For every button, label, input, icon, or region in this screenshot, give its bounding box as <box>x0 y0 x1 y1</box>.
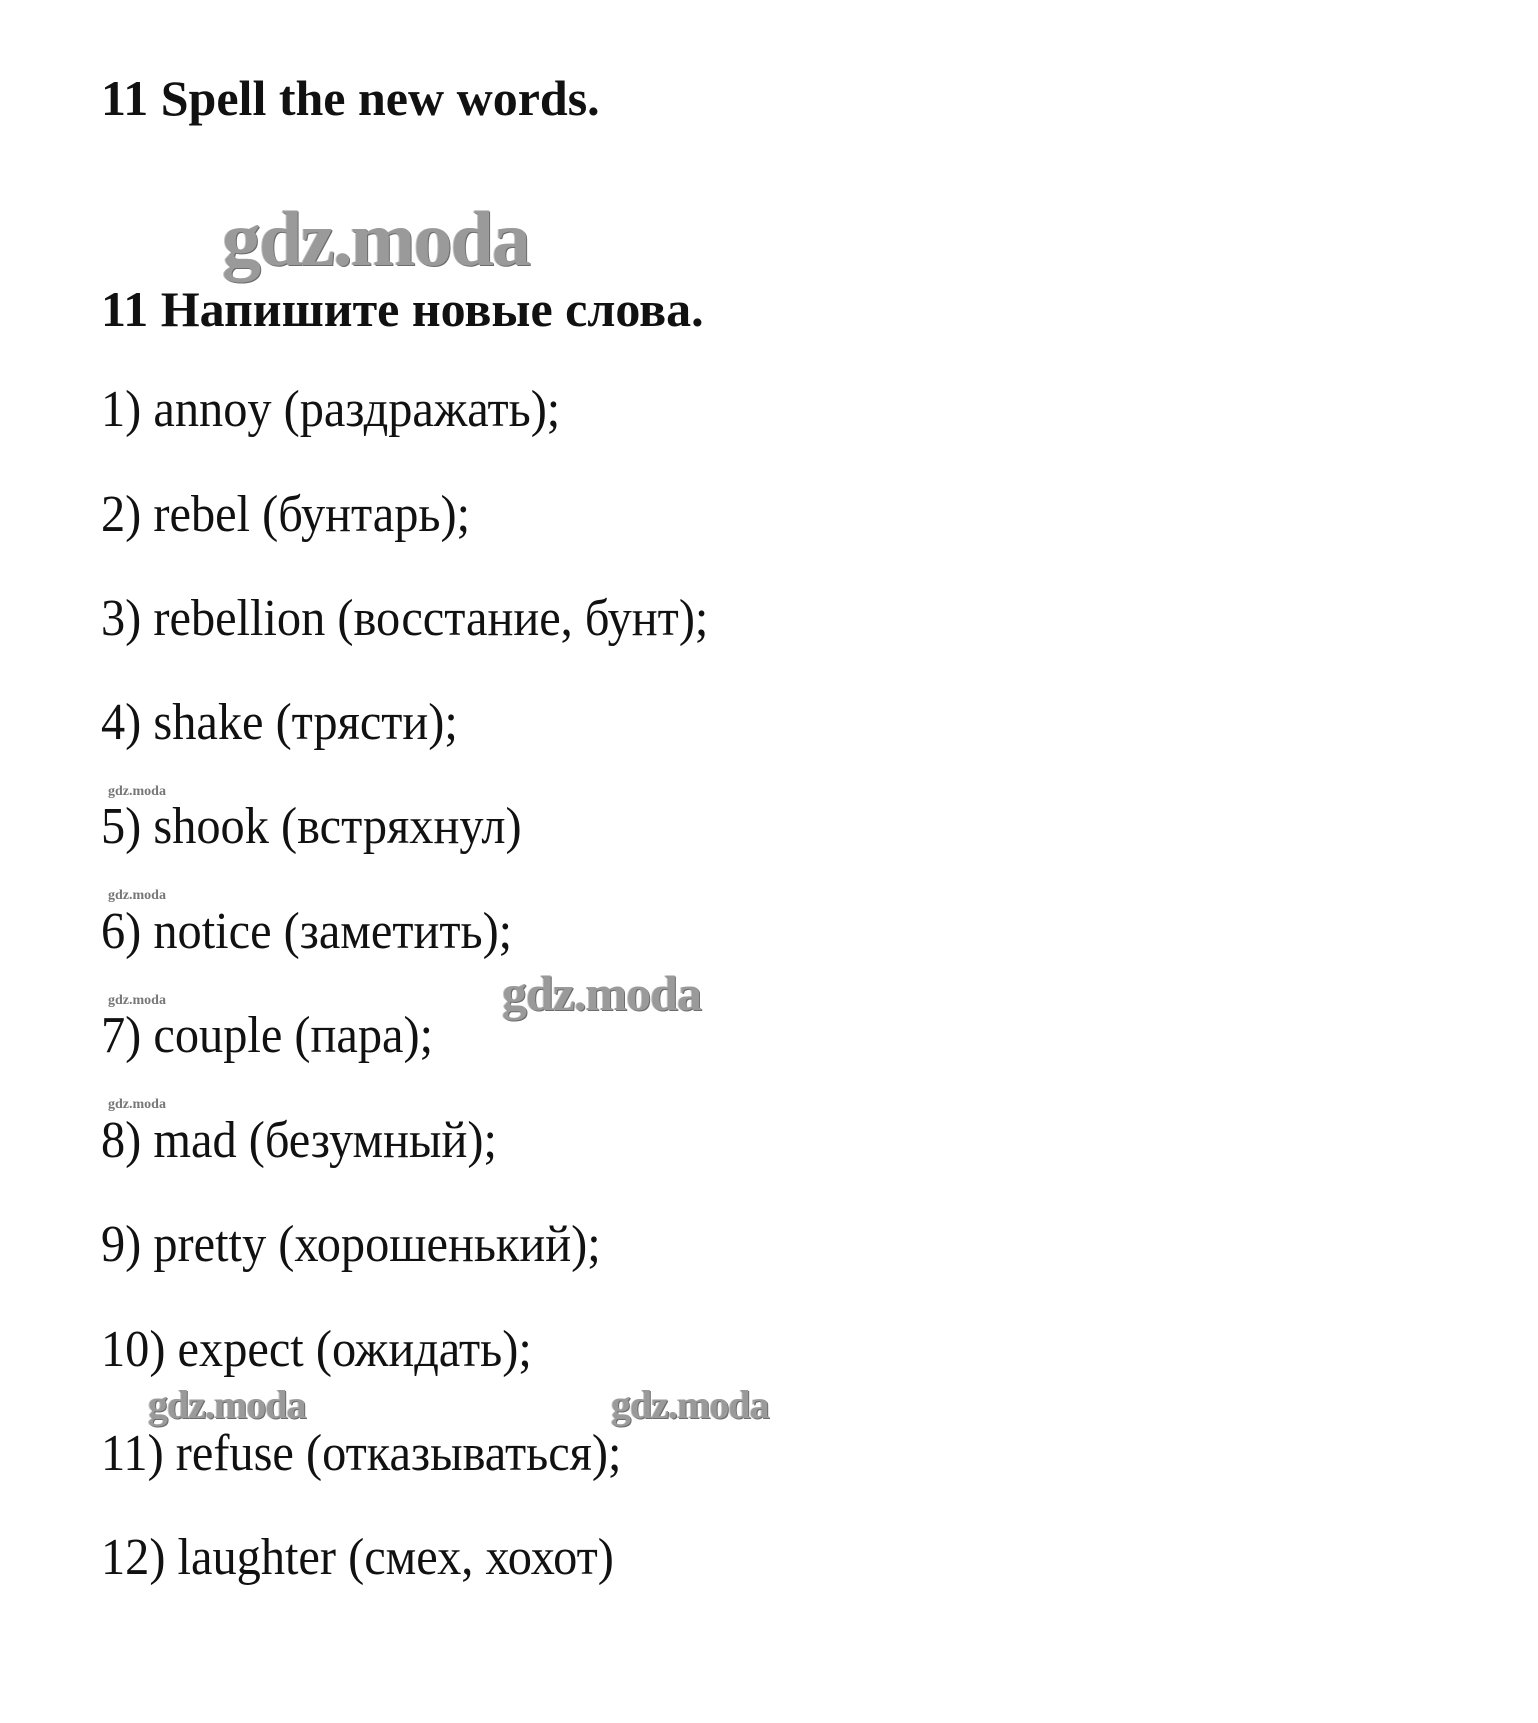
heading-russian: 11 Напишите новые слова. <box>101 281 704 337</box>
list-item: 7) couple (пара); <box>101 1007 434 1064</box>
list-item: 12) laughter (смех, хохот) <box>101 1529 614 1586</box>
watermark: gdz.moda <box>108 993 166 1008</box>
watermark: gdz.moda <box>611 1382 769 1427</box>
list-item: 9) pretty (хорошенький); <box>101 1216 601 1273</box>
list-item: 2) rebel (бунтарь); <box>101 486 471 543</box>
list-item: 11) refuse (отказываться); <box>101 1425 622 1482</box>
list-item: 10) expect (ожидать); <box>101 1321 532 1378</box>
list-item: 5) shook (встряхнул) <box>101 798 522 855</box>
watermark: gdz.moda <box>222 195 529 282</box>
watermark: gdz.moda <box>108 1097 166 1112</box>
list-item: 4) shake (трясти); <box>101 694 458 751</box>
list-item: 6) notice (заметить); <box>101 903 513 960</box>
list-item: 3) rebellion (восстание, бунт); <box>101 590 709 647</box>
watermark: gdz.moda <box>148 1382 306 1427</box>
list-item: 1) annoy (раздражать); <box>101 381 561 438</box>
watermark: gdz.moda <box>108 888 166 903</box>
list-item: 8) mad (безумный); <box>101 1112 497 1169</box>
heading-english: 11 Spell the new words. <box>101 70 600 126</box>
watermark: gdz.moda <box>502 965 701 1021</box>
watermark: gdz.moda <box>108 784 166 799</box>
